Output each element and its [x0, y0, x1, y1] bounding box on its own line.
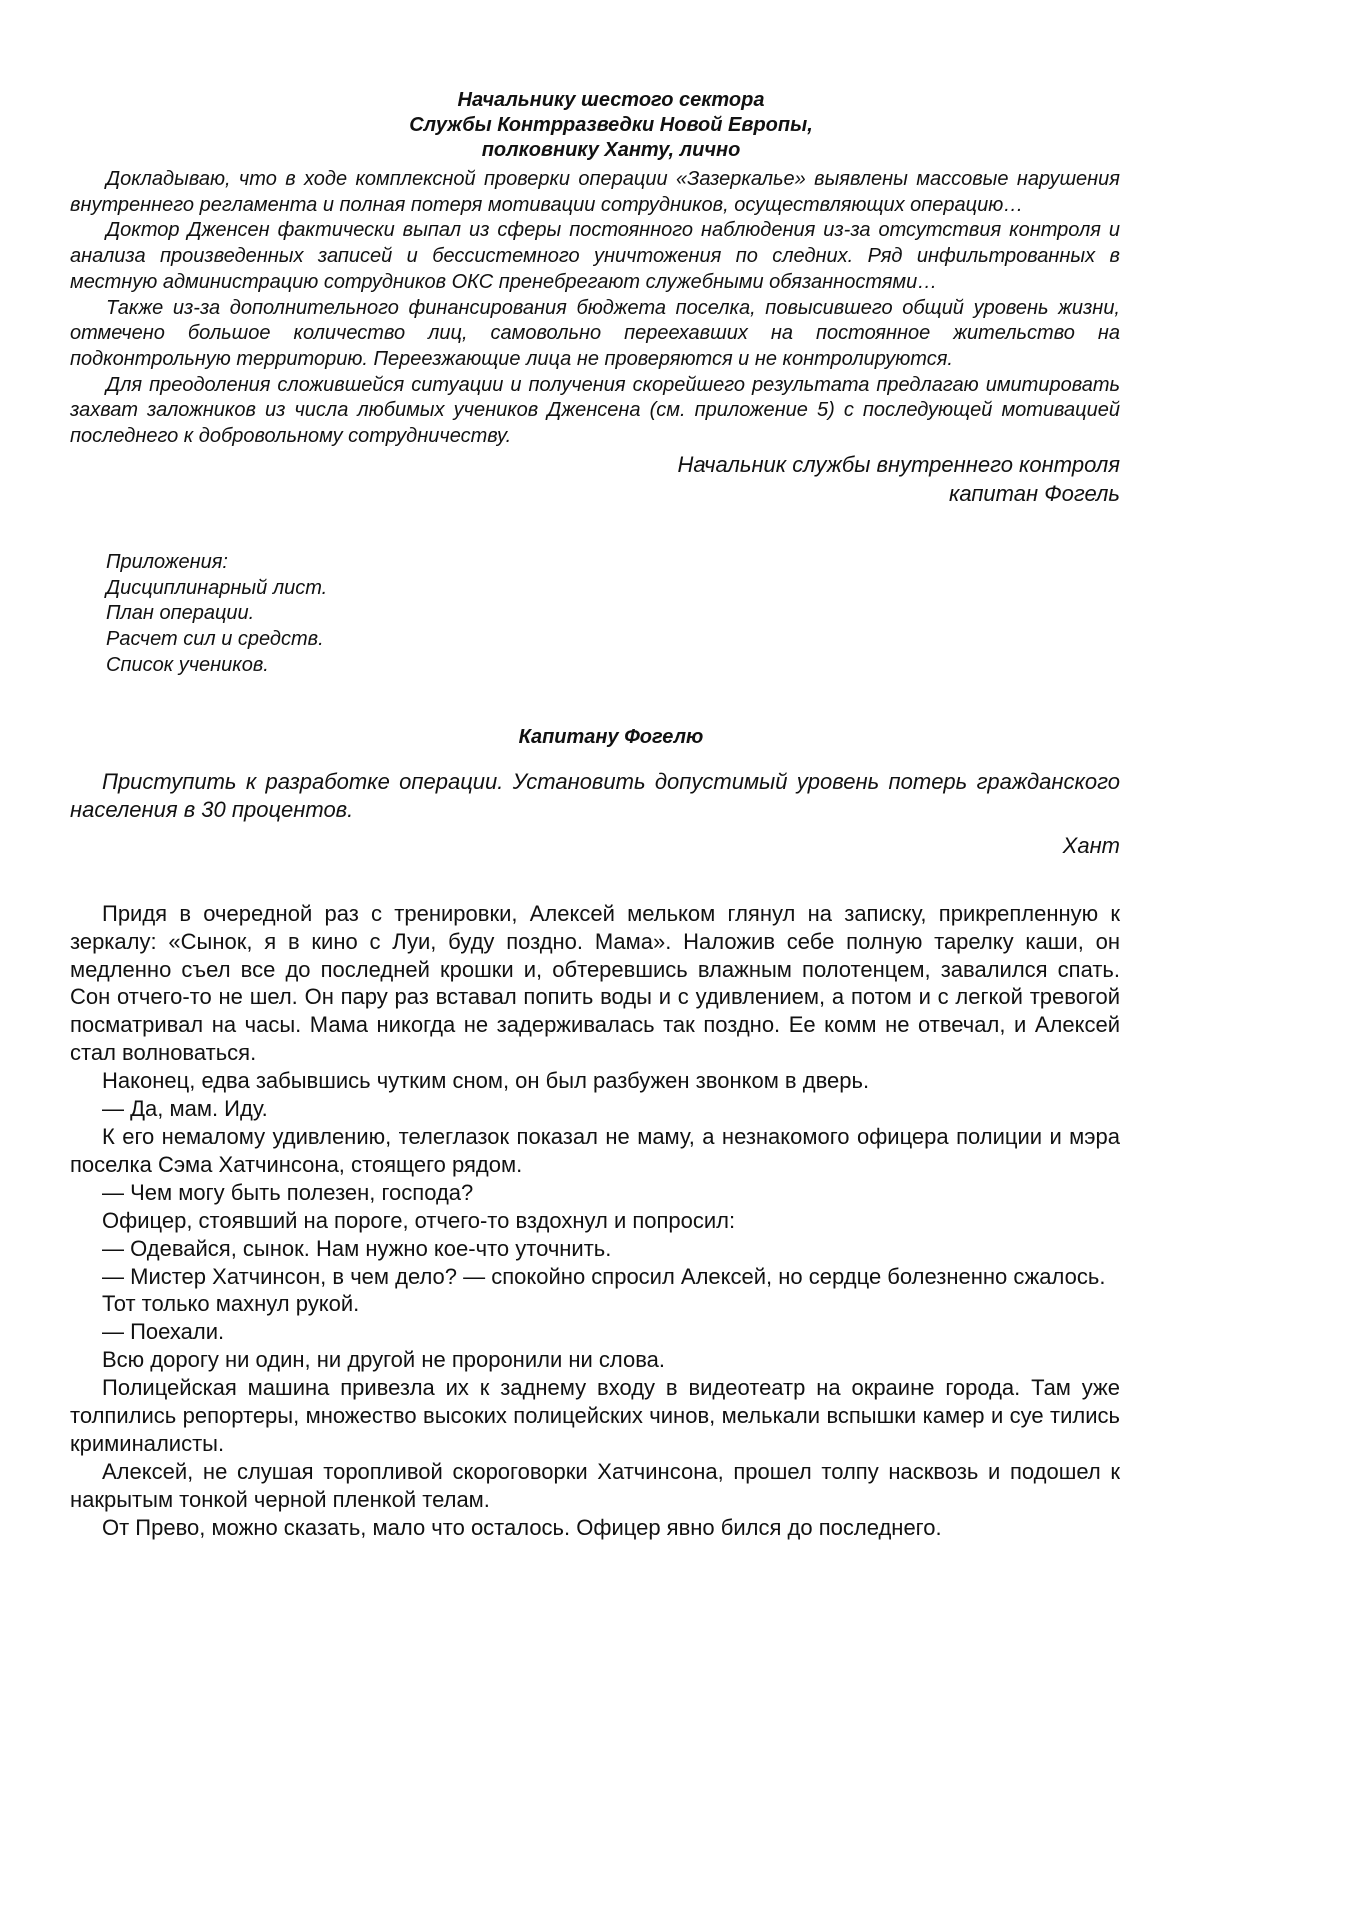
- story-paragraph: Алексей, не слушая торопливой скороговорки Хатчинсона, прошел толпу насквозь и подошел к накрытым тонкой черной пленкой телам.: [70, 1458, 1120, 1512]
- reply-signature: Хант: [1062, 832, 1120, 858]
- attachment-item: Расчет сил и средств.: [106, 628, 324, 651]
- story-paragraph: — Мистер Хатчинсон, в чем дело? — спокойно спросил Алексей, но сердце болезненно сжалось.: [102, 1263, 1106, 1289]
- story-paragraph: Полицейская машина привезла их к заднему входу в видеотеатр на окраине города. Там уже толпились репортеры, множество высоких полицейских чинов, мелькали вспышки камер и суе тились криминалисты.: [70, 1375, 1120, 1456]
- memo-paragraph: Для преодоления сложившейся ситуации и получения скорейшего результата предлагаю имитировать захват заложников из числа любимых учеников Дженсена (см. приложение 5) с последующей мотивацией последнего к добровольному сотрудничеству.: [70, 373, 1120, 448]
- story-paragraph: Придя в очередной раз с тренировки, Алексей мельком глянул на записку, прикрепленную к зеркалу: «Сынок, я в кино с Луи, буду поздно. Мама». Наложив себе полную тарелку каши, он медленно съел все до последней крошки и, обтеревшись влажным полотенцем, завалился спать. Сон отчего-то не шел. Он пару раз вставал попить воды и с удивлением, а потом и с легкой тревогой посматривал на часы. Мама никогда не задерживалась так поздно. Ее комм не отвечал, и Алексей стал волноваться.: [70, 900, 1120, 1066]
- reply-body: Приступить к разработке операции. Установить допустимый уровень потерь гражданского населения в 30 процентов.: [70, 768, 1120, 822]
- story-paragraph: Всю дорогу ни один, ни другой не проронили ни слова.: [102, 1347, 666, 1373]
- attachment-item: План операции.: [106, 602, 255, 625]
- story-paragraph: Офицер, стоявший на пороге, отчего-то вздохнул и попросил:: [102, 1207, 736, 1233]
- document-page: [70, 88, 1120, 1542]
- story-paragraph: От Прево, можно сказать, мало что осталось. Офицер явно бился до последнего.: [102, 1514, 942, 1540]
- attachment-item: Дисциплинарный лист.: [106, 576, 328, 599]
- reply-title: Капитану Фогелю: [518, 725, 704, 748]
- story-paragraph: — Да, мам. Иду.: [102, 1096, 268, 1122]
- memo-addressee: [102, 88, 1120, 163]
- story-paragraph: — Поехали.: [102, 1319, 225, 1345]
- story-paragraph: — Одевайся, сынок. Нам нужно кое-что уточнить.: [102, 1235, 612, 1261]
- story-paragraph: К его немалому удивлению, телеглазок показал не маму, а незнакомого офицера полиции и мэра поселка Сэма Хатчинсона, стоящего рядом.: [70, 1123, 1120, 1177]
- memo: [70, 88, 1120, 679]
- story-paragraph: — Чем могу быть полезен, господа?: [102, 1179, 474, 1205]
- addressee-line: Начальнику шестого сектора: [457, 89, 765, 111]
- memo-paragraph: Докладываю, что в ходе комплексной проверки операции «Зазеркалье» выявлены массовые нарушения внутреннего регламента и полная потеря мотивации сотрудников, осуществляющих операцию…: [70, 168, 1120, 216]
- addressee-line: Службы Контрразведки Новой Европы,: [409, 114, 813, 136]
- memo-signature: [70, 450, 1120, 508]
- attachments-list: [70, 550, 1120, 679]
- attachment-item: Список учеников.: [106, 653, 269, 676]
- reply-note: [70, 724, 1120, 860]
- signature-line: Начальник службы внутреннего контроля: [677, 451, 1120, 477]
- addressee-line: полковнику Ханту, лично: [481, 139, 741, 161]
- story-text: [70, 900, 1120, 1542]
- attachments-heading: Приложения:: [106, 550, 228, 573]
- story-paragraph: Тот только махнул рукой.: [102, 1291, 360, 1317]
- story-paragraph: Наконец, едва забывшись чутким сном, он был разбужен звонком в дверь.: [102, 1068, 870, 1094]
- signature-line: капитан Фогель: [948, 480, 1120, 506]
- memo-paragraph: Доктор Дженсен фактически выпал из сферы постоянного наблюдения из-за отсутствия контроля и анализа произведенных записей и бессистемного уничтожения по следних. Ряд инфильтрованных в местную администрацию сотрудников ОКС пренебрегают служебными обязанностями…: [70, 219, 1120, 293]
- memo-paragraph: Также из-за дополнительного финансирования бюджета поселка, повысившего общий уровень жизни, отмечено большое количество лиц, самовольно переехавших на постоянное жительство на подконтрольную территорию. Переезжающие лица не проверяются и не контролируются.: [70, 296, 1120, 370]
